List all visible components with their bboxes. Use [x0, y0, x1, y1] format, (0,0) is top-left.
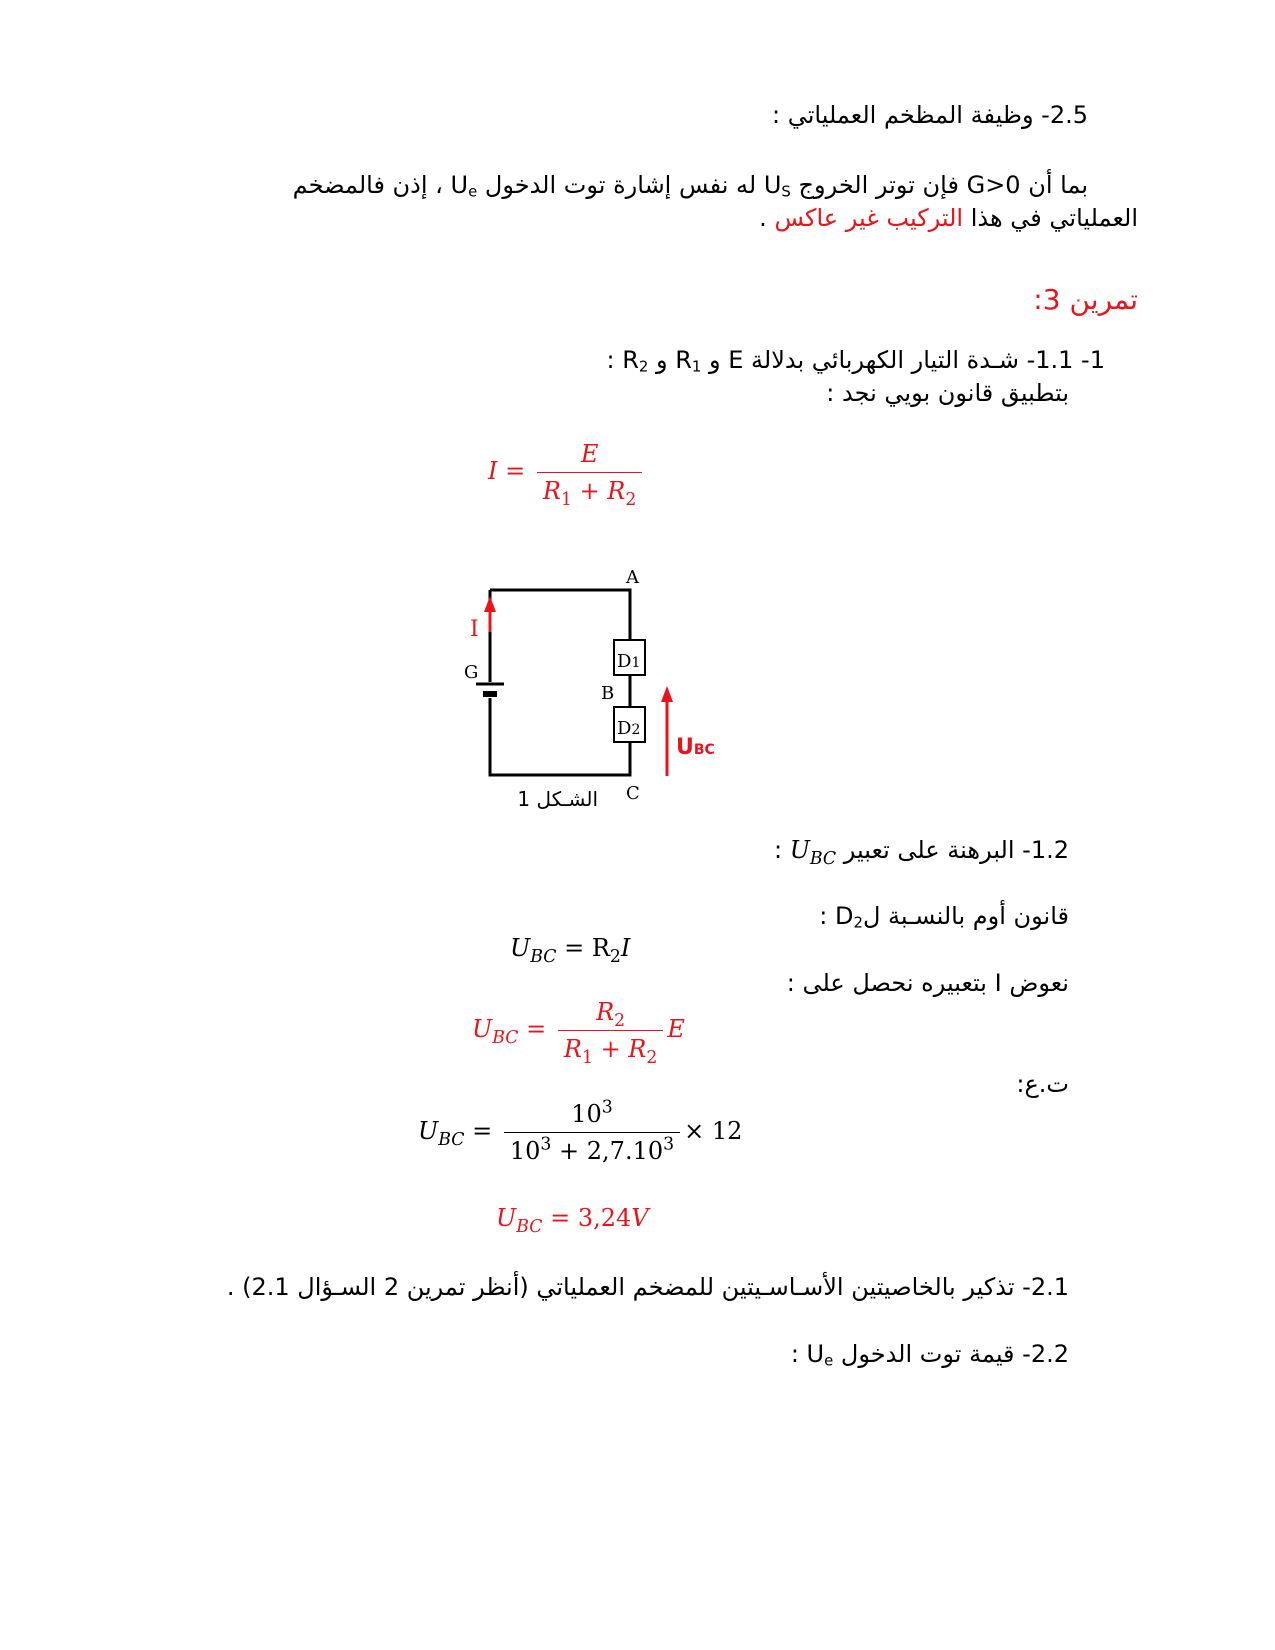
label-B: B: [601, 683, 615, 704]
figure-caption: الشـكل 1: [517, 787, 598, 811]
question-1-2-label: 1.2- البرهنة على تعبير $U_{BC}$ :: [773, 836, 1069, 870]
generator-symbol: [476, 684, 504, 694]
section-2-5-line2: العملياتي في هذا التركيب غير عاكس .: [759, 204, 1138, 232]
ubc-arrow: [661, 686, 673, 776]
formula-ubc-numeric: $U_{BC}$ = $\frac{10^3}{10^3 + 2,7.10^3}$ × 12: [418, 1097, 743, 1165]
section-2-5-line1: بما أن G>0 فإن توتر الخروج US له نفس إشارة توت الدخول Ue ، إذن فالمضخم: [292, 171, 1088, 201]
wire-bottom: [490, 698, 630, 775]
section-2-5-heading: 2.5- وظيفة المظخم العملياتي :: [772, 101, 1088, 129]
ubc-inline: $U_{BC}$: [789, 836, 837, 870]
ohm-law-text: قانون أوم بالنسـبة لD2 :: [819, 902, 1069, 932]
numeric-application-label: ت.ع:: [1016, 1070, 1069, 1098]
wire-top: [490, 590, 630, 640]
label-A: A: [626, 567, 639, 588]
label-G: G: [464, 662, 479, 683]
label-D1: D1: [617, 651, 641, 672]
formula-ubc-divider: $U_{BC}$ = $\frac{R_2}{R_1 + R_2}$ E: [472, 998, 685, 1069]
label-I: I: [470, 617, 479, 642]
question-1-1-line2: بتطبيق قانون بويي نجد :: [826, 379, 1069, 407]
circuit-figure: [440, 560, 740, 820]
exercise-3-title: تمرين 3:: [1033, 283, 1138, 316]
formula-ubc-result: $U_{BC} = 3,24V$: [496, 1204, 649, 1238]
label-C: C: [626, 783, 640, 804]
formula-ubc-r2i: $U_{BC} = R_2I$: [510, 934, 631, 968]
question-2-2: 2.2- قيمة توت الدخول Ue :: [790, 1340, 1069, 1370]
non-inverting-text: التركيب غير عاكس: [774, 204, 964, 232]
question-1-1-label: 1- 1.1- شـدة التيار الكهربائي بدلالة E و R1 و R2 :: [606, 346, 1105, 376]
label-D2: D2: [617, 718, 641, 739]
label-UBC: UBC: [676, 735, 715, 760]
question-2-1: 2.1- تذكير بالخاصيتين الأسـاسـيتين للمضخم العملياتي (أنظر تمرين 2 السـؤال 2.1) .: [226, 1273, 1069, 1301]
current-arrow: [484, 596, 496, 632]
substitution-text: نعوض I بتعبيره نحصل على :: [786, 969, 1069, 997]
formula-current: I = $\frac{E}{R_1 + R_2}$: [488, 440, 646, 505]
